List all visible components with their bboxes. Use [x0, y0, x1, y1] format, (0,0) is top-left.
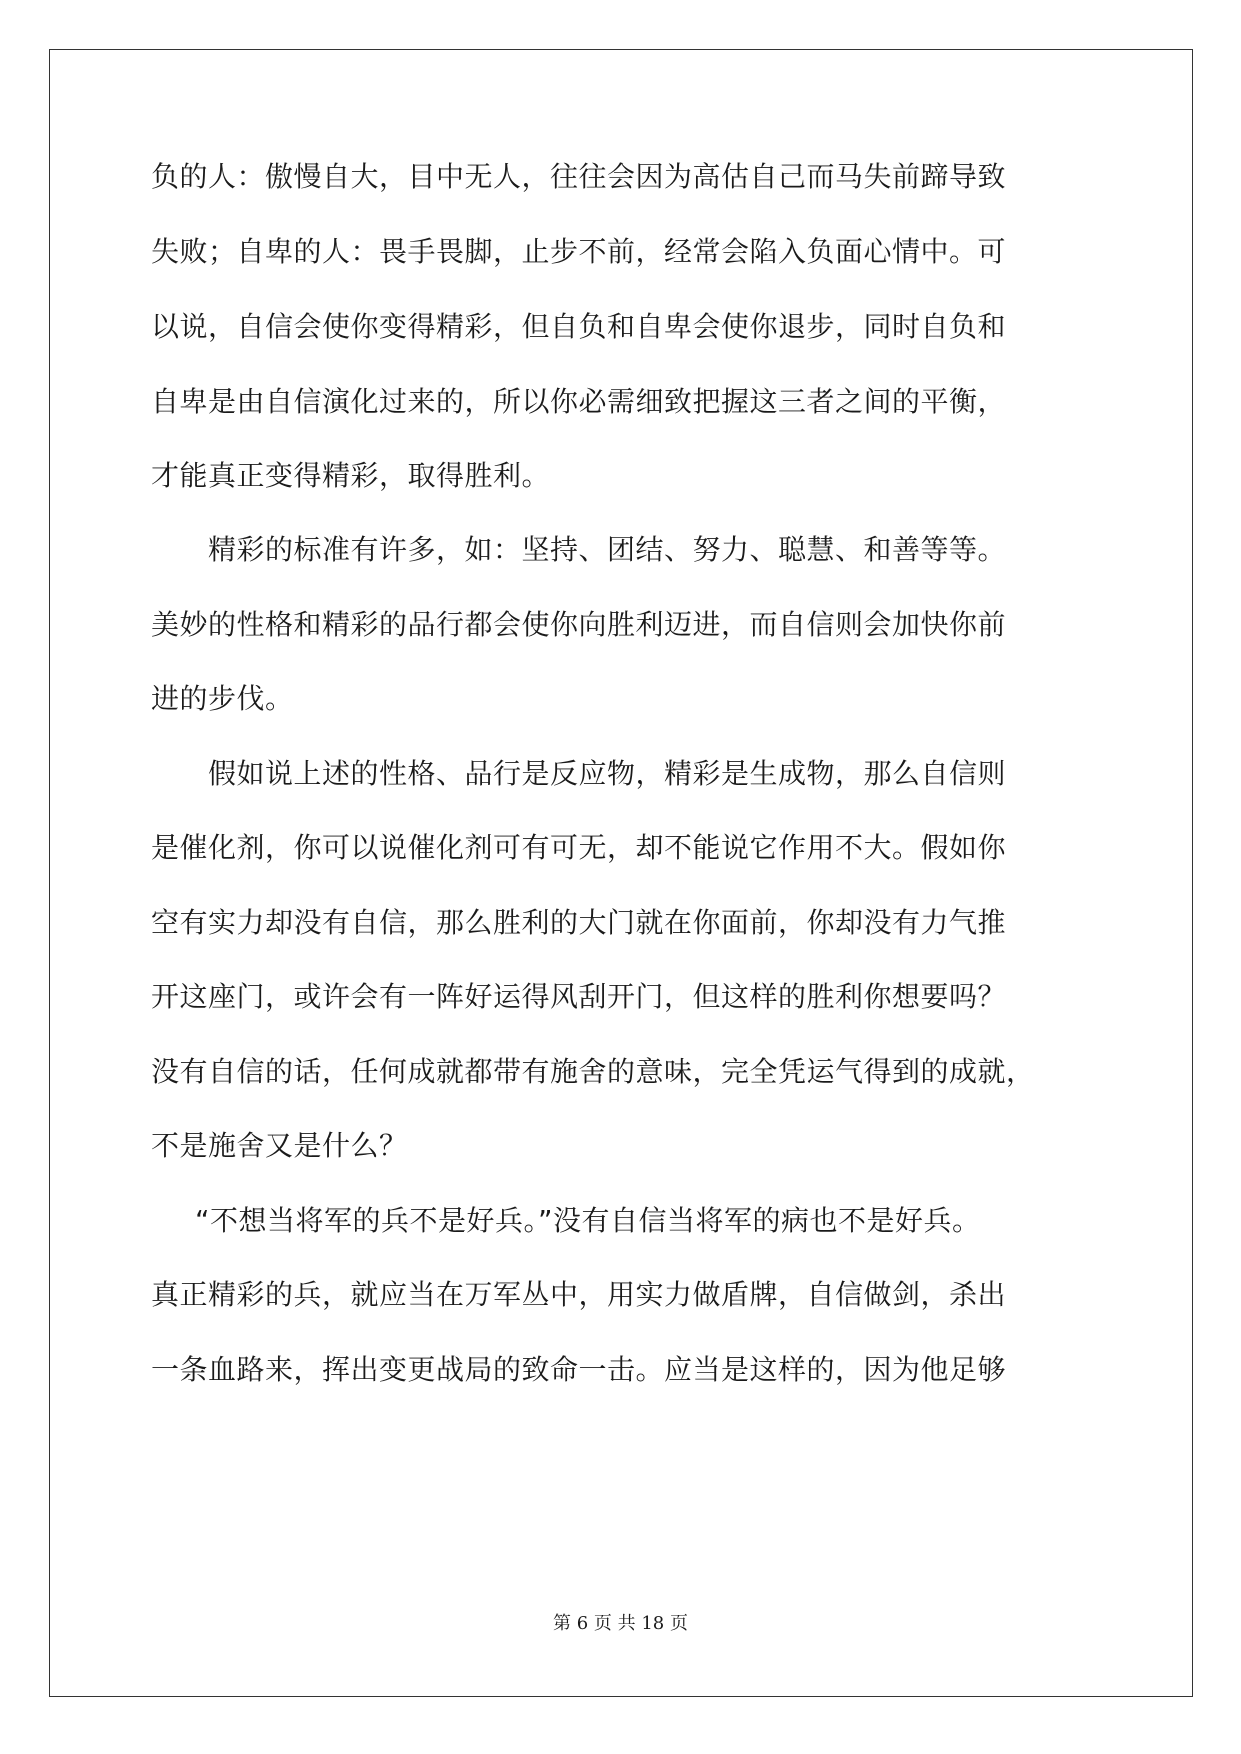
text-line: 是催化剂，你可以说催化剂可有可无，却不能说它作用不大。假如你 [151, 831, 1007, 864]
text-line: 进的步伐。 [151, 682, 294, 715]
text-line: 没有自信的话，任何成就都带有施舍的意味，完全凭运气得到的成就， [151, 1055, 1035, 1088]
text-line: 一条血路来，挥出变更战局的致命一击。应当是这样的，因为他足够 [151, 1353, 1007, 1386]
text-line: 美妙的性格和精彩的品行都会使你向胜利迈进，而自信则会加快你前 [151, 608, 1007, 641]
text-line: 自卑是由自信演化过来的，所以你必需细致把握这三者之间的平衡， [151, 385, 1007, 418]
page-border [49, 49, 1193, 1697]
text-line: 负的人：傲慢自大，目中无人，往往会因为高估自己而马失前蹄导致 [151, 160, 1007, 193]
text-line: 才能真正变得精彩，取得胜利。 [151, 459, 551, 492]
text-line: 不是施舍又是什么？ [151, 1129, 408, 1162]
text-line: 以说，自信会使你变得精彩，但自负和自卑会使你退步，同时自负和 [151, 310, 1007, 343]
paragraph-first-line: “不想当将军的兵不是好兵。”没有自信当将军的病也不是好兵。 [195, 1204, 981, 1237]
paragraph-first-line: 精彩的标准有许多，如：坚持、团结、努力、聪慧、和善等等。 [208, 533, 1007, 566]
page-number-footer: 第 6 页 共 18 页 [553, 1613, 688, 1634]
text-line: 空有实力却没有自信，那么胜利的大门就在你面前，你却没有力气推 [151, 906, 1007, 939]
text-line: 真正精彩的兵，就应当在万军丛中，用实力做盾牌，自信做剑，杀出 [151, 1278, 1007, 1311]
text-line: 失败；自卑的人：畏手畏脚，止步不前，经常会陷入负面心情中。可 [151, 235, 1007, 268]
paragraph-first-line: 假如说上述的性格、品行是反应物，精彩是生成物，那么自信则 [208, 757, 1007, 790]
text-line: 开这座门，或许会有一阵好运得风刮开门，但这样的胜利你想要吗？ [151, 980, 1007, 1013]
